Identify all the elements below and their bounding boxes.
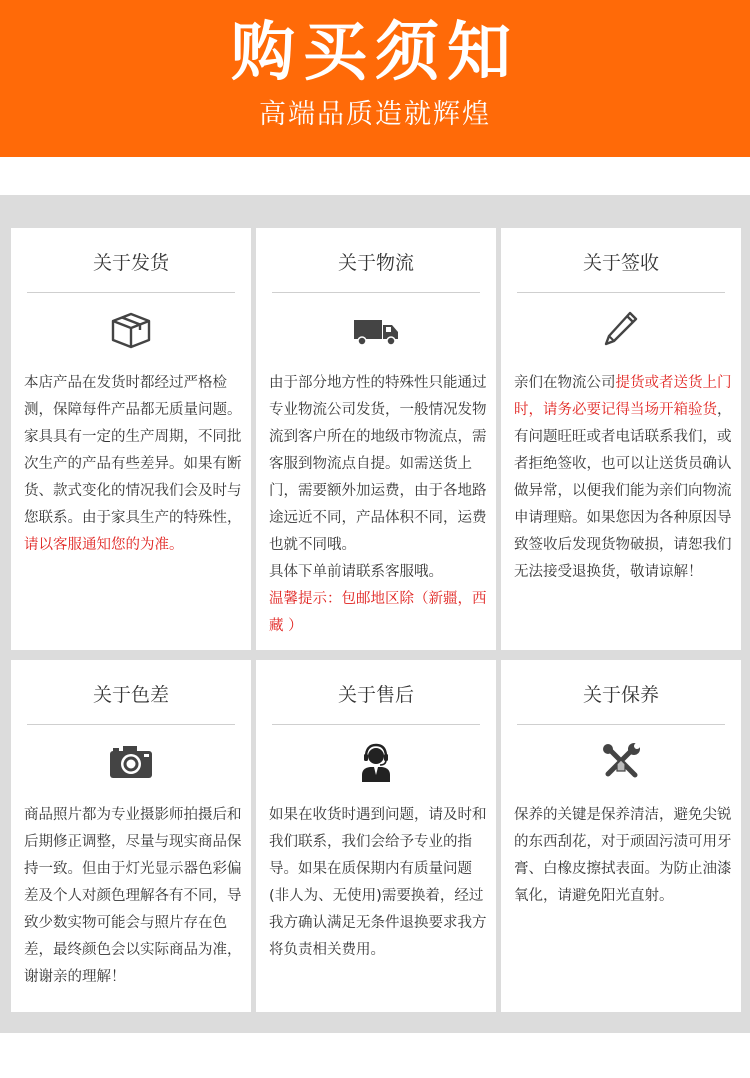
card-title: 关于色差 [92, 684, 169, 706]
card-text-normal: 商品照片都为专业摄影师拍摄后和后期修正调整，尽量与现实商品保持一致。但由于灯光显示器色彩偏差及个人对颜色理解各有不同，导致少数实物可能会与照片存在色差，最终颜色会以实际商品为准，谢谢亲的理解！ [24, 807, 242, 985]
package-box-icon [107, 310, 155, 350]
page-title: 购买须知 [231, 16, 519, 90]
card-title: 关于物流 [337, 252, 414, 274]
card-text [24, 802, 244, 991]
card-logistics [256, 228, 496, 650]
card-text-normal: 由于部分地方性的特殊性只能通过专业物流公司发货，一般情况发物流到客户所在的地级市物流点，需客服到物流点自提。如需送货上门，需要额外加运费，由于各地路途远近不同，产品体积不同，运费也就不同哦。 [269, 375, 487, 553]
card-text-normal: 如果在收货时遇到问题，请及时和我们联系，我们会给予专业的指导。如果在质保期内有质量问题(非人为、无使用)需要换着，经过我方确认满足无条件退换要求我方将负责相关费用。 [269, 807, 487, 958]
camera-icon [107, 742, 155, 782]
maintenance-tools-icon [597, 742, 645, 782]
card-shipping [11, 228, 251, 650]
card-color-difference [11, 660, 251, 1012]
card-text-highlight: 提货或者送货上门时，请务必要记得当场开箱验货 [514, 375, 732, 418]
card-title: 关于售后 [337, 684, 414, 706]
divider [517, 724, 725, 725]
delivery-truck-icon [352, 310, 400, 350]
customer-service-agent-icon [352, 742, 400, 782]
divider [27, 292, 235, 293]
card-maintenance [501, 660, 741, 1012]
divider [272, 292, 480, 293]
card-title: 关于发货 [92, 252, 169, 274]
card-title: 关于保养 [582, 684, 659, 706]
card-signing [501, 228, 741, 650]
card-text [269, 802, 489, 964]
card-text [24, 370, 244, 559]
divider [27, 724, 235, 725]
card-text-normal: 具体下单前请联系客服哦。 [269, 564, 443, 580]
page-subtitle: 高端品质造就辉煌 [259, 99, 491, 130]
header-banner [0, 0, 750, 157]
card-title: 关于签收 [582, 252, 659, 274]
pencil-icon [597, 310, 645, 350]
card-after-sales [256, 660, 496, 1012]
card-text-normal: 保养的关键是保养清洁，避免尖锐的东西刮花，对于顽固污渍可用牙膏、白橡皮擦拭表面。为防止油漆氧化，请避免阳光直射。 [514, 807, 732, 904]
card-text-normal: 本店产品在发货时都经过严格检测，保障每件产品都无质量问题。家具具有一定的生产周期，不同批次生产的产品有些差异。如果有断货、款式变化的情况我们会及时与您联系。由于家具生产的特殊性， [24, 375, 242, 526]
notice-panel [0, 195, 750, 1033]
card-text-highlight: 请以客服通知您的为准。 [24, 537, 184, 553]
card-text [514, 802, 734, 910]
divider [517, 292, 725, 293]
divider [272, 724, 480, 725]
card-text [514, 370, 734, 586]
card-text-normal: 亲们在物流公司 [514, 375, 616, 391]
card-text-normal: ，有问题旺旺或者电话联系我们，或者拒绝签收，也可以让送货员确认做异常，以便我们能为亲们向物流申请理赔。如果您因为各种原因导致签收后发现货物破损，请恕我们无法接受退换货，敬请谅解！ [514, 402, 732, 580]
card-text [269, 370, 489, 640]
card-text-highlight: 温馨提示：包邮地区除（新疆，西藏 ） [269, 591, 487, 634]
